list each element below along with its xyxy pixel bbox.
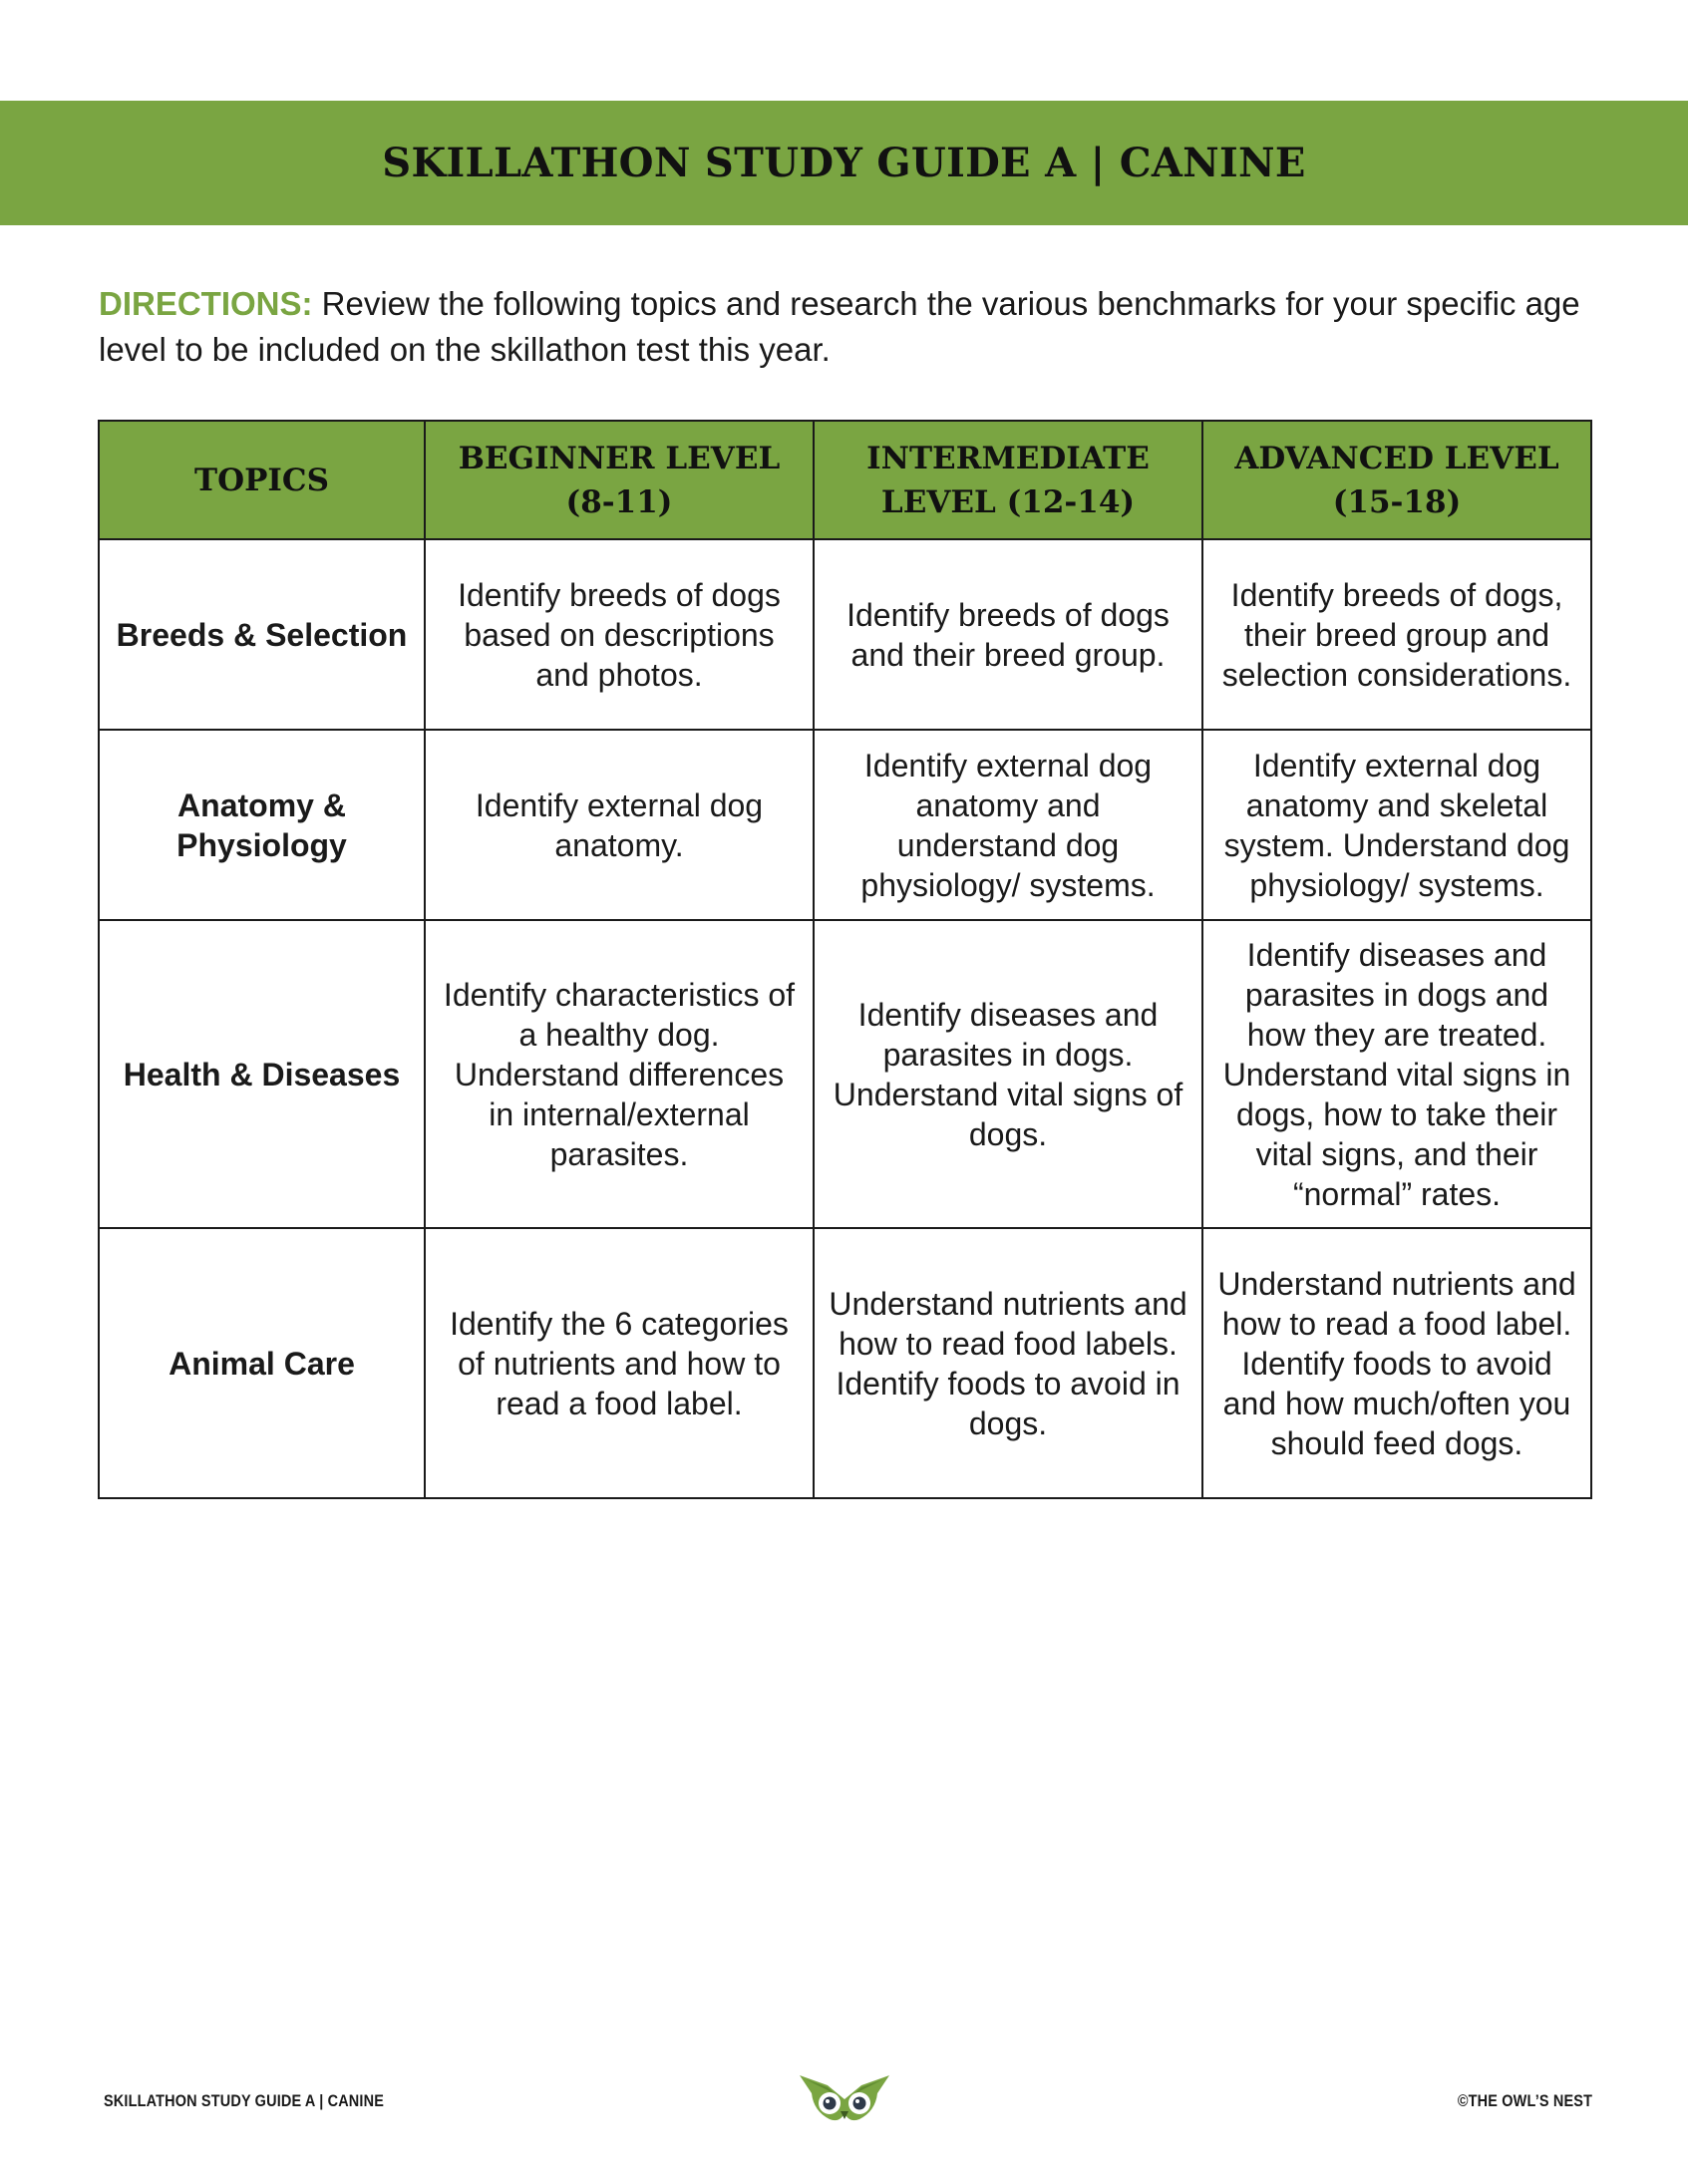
study-guide-table: [98, 420, 1592, 1499]
table-row: [99, 1228, 1591, 1498]
table-row: [99, 539, 1591, 730]
column-header-topics: TOPICS: [99, 421, 425, 539]
column-header-intermediate: INTERMEDIATE LEVEL (12-14): [814, 421, 1202, 539]
page-title: SKILLATHON STUDY GUIDE A | CANINE: [382, 140, 1306, 186]
intermediate-cell: Understand nutrients and how to read food labels. Identify foods to avoid in dogs.: [814, 1228, 1202, 1498]
column-header-advanced: ADVANCED LEVEL (15-18): [1202, 421, 1591, 539]
intermediate-cell: Identify breeds of dogs and their breed group.: [814, 539, 1202, 730]
advanced-cell: Understand nutrients and how to read a food label. Identify foods to avoid and how much/often you should feed dogs.: [1202, 1228, 1591, 1498]
advanced-cell: Identify external dog anatomy and skeletal system. Understand dog physiology/ systems.: [1202, 730, 1591, 920]
title-banner: [0, 101, 1688, 225]
footer-copyright: ©THE OWL’S NEST: [1457, 2091, 1592, 2110]
topic-cell: Health & Diseases: [99, 920, 425, 1228]
advanced-cell: Identify breeds of dogs, their breed group and selection considerations.: [1202, 539, 1591, 730]
beginner-cell: Identify the 6 categories of nutrients and how to read a food label.: [425, 1228, 814, 1498]
beginner-cell: Identify characteristics of a healthy dog. Understand differences in internal/external parasites.: [425, 920, 814, 1228]
intermediate-cell: Identify diseases and parasites in dogs. Understand vital signs of dogs.: [814, 920, 1202, 1228]
advanced-cell: Identify diseases and parasites in dogs and how they are treated. Understand vital signs in dogs, how to take their vital signs, and their “normal” rates.: [1202, 920, 1591, 1228]
directions-label: DIRECTIONS:: [99, 285, 313, 322]
table-header-row: [99, 421, 1591, 539]
directions-paragraph: [99, 281, 1594, 373]
intermediate-cell: Identify external dog anatomy and understand dog physiology/ systems.: [814, 730, 1202, 920]
directions-text: Review the following topics and research the various benchmarks for your specific age level to be included on the skillathon test this year.: [99, 285, 1580, 368]
column-header-beginner: BEGINNER LEVEL (8-11): [425, 421, 814, 539]
topic-cell: Animal Care: [99, 1228, 425, 1498]
table-row: [99, 920, 1591, 1228]
page-footer: [0, 2071, 1688, 2131]
topic-cell: Anatomy & Physiology: [99, 730, 425, 920]
beginner-cell: Identify breeds of dogs based on descriptions and photos.: [425, 539, 814, 730]
beginner-cell: Identify external dog anatomy.: [425, 730, 814, 920]
topic-cell: Breeds & Selection: [99, 539, 425, 730]
table-row: [99, 730, 1591, 920]
owl-logo-icon: [798, 2071, 891, 2125]
footer-guide-title: SKILLATHON STUDY GUIDE A | CANINE: [104, 2091, 385, 2110]
